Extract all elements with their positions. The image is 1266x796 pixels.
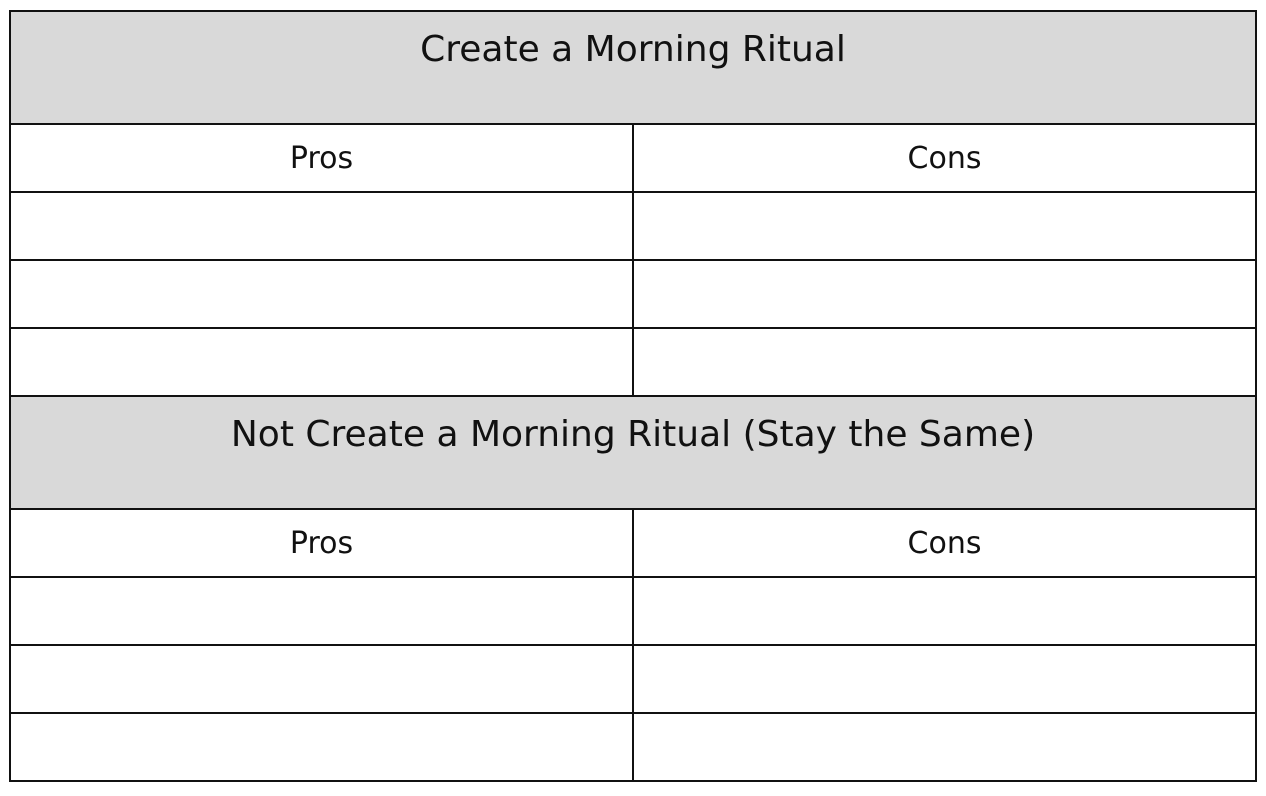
cons-cell[interactable] [633, 192, 1256, 260]
column-header-row [10, 509, 1256, 577]
cons-column-header: Cons [633, 124, 1256, 192]
cons-cell[interactable] [633, 260, 1256, 328]
cons-cell[interactable] [633, 645, 1256, 713]
table-row [10, 577, 1256, 645]
column-header-row [10, 124, 1256, 192]
table-row [10, 645, 1256, 713]
cons-column-header: Cons [633, 509, 1256, 577]
pros-cons-worksheet [9, 10, 1257, 782]
table-row [10, 328, 1256, 396]
pros-cell[interactable] [10, 577, 633, 645]
table-row [10, 713, 1256, 781]
pros-cell[interactable] [10, 645, 633, 713]
table-row [10, 260, 1256, 328]
cons-cell[interactable] [633, 577, 1256, 645]
section-header-create-ritual [10, 11, 1256, 124]
pros-column-header: Pros [10, 509, 633, 577]
section-title: Create a Morning Ritual [10, 11, 1256, 124]
pros-cell[interactable] [10, 713, 633, 781]
section-title: Not Create a Morning Ritual (Stay the Same) [10, 396, 1256, 509]
pros-cell[interactable] [10, 328, 633, 396]
table-row [10, 192, 1256, 260]
pros-column-header: Pros [10, 124, 633, 192]
cons-cell[interactable] [633, 713, 1256, 781]
pros-cell[interactable] [10, 192, 633, 260]
cons-cell[interactable] [633, 328, 1256, 396]
pros-cell[interactable] [10, 260, 633, 328]
section-header-stay-the-same [10, 396, 1256, 509]
